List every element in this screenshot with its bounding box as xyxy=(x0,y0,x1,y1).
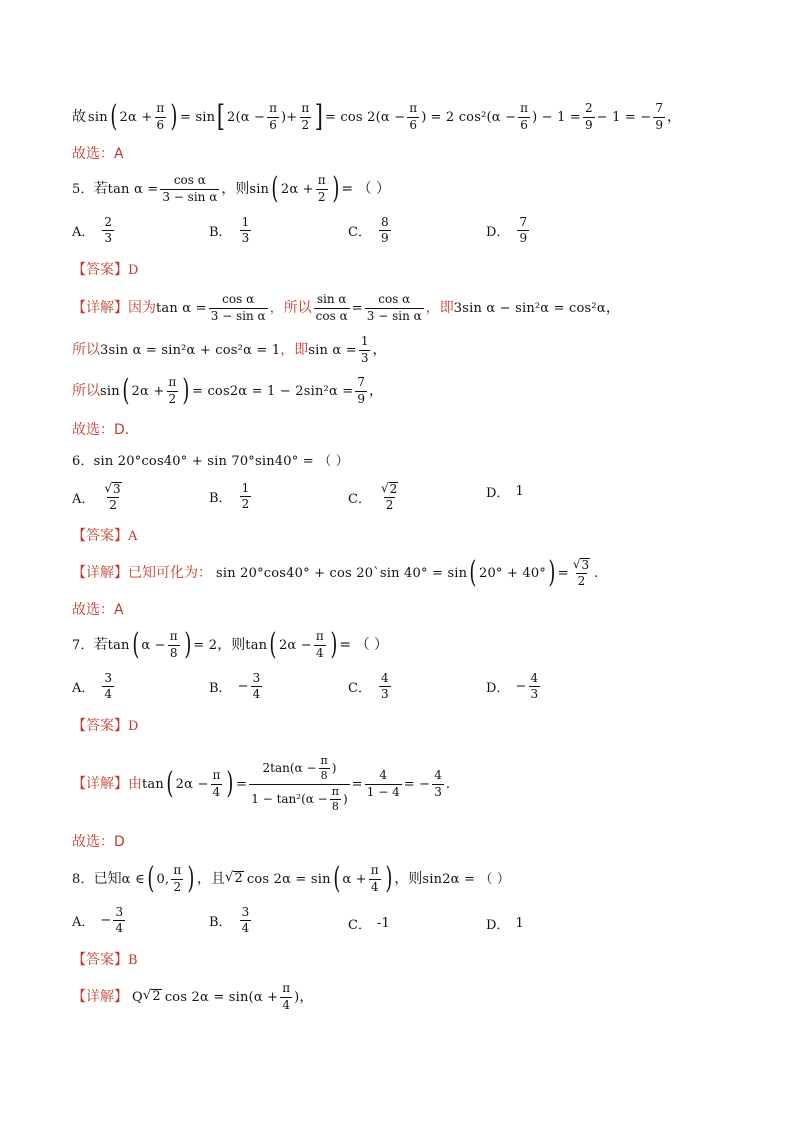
expr: α − xyxy=(141,637,166,653)
text: ，且 xyxy=(196,871,225,887)
option-a[interactable]: A． $\frac{3}{4}$ xyxy=(72,671,113,702)
expr: α ∈ xyxy=(121,871,145,887)
option-c[interactable]: C． -1 xyxy=(348,916,391,933)
fraction: $\frac{\pi}{2}$ xyxy=(301,101,310,132)
q5-options xyxy=(72,216,732,250)
fraction: $\frac{4}{3}$ xyxy=(434,768,442,799)
paren-close: ) xyxy=(183,627,192,662)
q7-conclusion xyxy=(72,834,734,850)
fraction: $\frac{\text{cos α}}{\text{3 − sin α}}$ xyxy=(210,292,266,323)
conclusion-text: 故选：D xyxy=(72,834,125,850)
paren-close: ) xyxy=(331,171,339,206)
comma: ， xyxy=(667,109,682,125)
big-fraction: 2tan(α − $\frac{\pi}{8}$ ) 1 − tan²(α − $\frac{\pi}{8}$ ) xyxy=(251,754,348,813)
expr: = xyxy=(351,776,363,792)
option-c[interactable]: C． √ 2 2 xyxy=(348,481,398,513)
option-a[interactable]: A． √ 3 2 xyxy=(72,481,121,513)
fraction: √ 3 2 xyxy=(572,556,590,588)
answer-tag: 【答案】 xyxy=(72,262,128,278)
q6-conclusion xyxy=(72,602,734,618)
paren-close: ) xyxy=(385,861,393,896)
expr-part: = sin xyxy=(180,109,216,125)
fraction: $\frac{7}{9}$ xyxy=(357,375,365,406)
answer-tag: 【答案】 xyxy=(72,952,128,968)
therefore-symbol: Q xyxy=(132,989,143,1005)
text: 所以 xyxy=(72,342,100,358)
period: . xyxy=(594,565,599,581)
q6-options xyxy=(72,482,732,516)
q7-answer xyxy=(72,718,734,734)
text: ，即 xyxy=(280,342,309,358)
paren-open: ( xyxy=(269,627,277,662)
text: ，则 xyxy=(221,181,250,197)
question-number: 8． xyxy=(72,871,94,887)
expr: 2α + xyxy=(131,383,165,399)
text: 所以 xyxy=(72,383,100,399)
derivation-line-1 xyxy=(72,100,734,134)
sqrt: √ 2 xyxy=(142,988,161,1005)
sqrt: √ 2 xyxy=(224,870,243,887)
text: 若 xyxy=(93,181,108,197)
prefix-text: 故 xyxy=(72,109,86,125)
expr: = （ ） xyxy=(341,181,390,197)
conclusion-text: 故选：A xyxy=(72,146,124,162)
question-5 xyxy=(72,172,734,206)
expr: sin 20°cos40° + sin 70°sin40° = （ ） xyxy=(93,453,349,469)
expr: = xyxy=(351,300,363,316)
expr: = − xyxy=(403,776,431,792)
text: 若 xyxy=(93,637,108,653)
fraction: $\frac{\pi}{2}$ xyxy=(173,863,182,894)
fraction: $\frac{4}{1 - 4}$ xyxy=(366,768,400,799)
option-a[interactable]: A． − $\frac{3}{4}$ xyxy=(72,905,124,936)
period: . xyxy=(445,776,451,792)
text: ，即 xyxy=(425,300,454,316)
fraction: $\frac{\text{cos α}}{\text{3 − sin α}}$ xyxy=(162,173,218,204)
text: 已知 xyxy=(93,871,122,887)
expr: = xyxy=(557,565,569,581)
paren-close: ) xyxy=(330,627,338,662)
paren-close: ) xyxy=(182,373,190,408)
expr: 3sin α − sin²α = cos²α xyxy=(453,300,606,316)
option-c[interactable]: C． $\frac{8}{9}$ xyxy=(348,215,389,246)
expr: = （ ） xyxy=(339,637,389,653)
paren-close: ) xyxy=(170,99,178,134)
expr-part: ) − 1 = xyxy=(532,109,581,125)
fraction: $\frac{\pi}{4}$ xyxy=(370,863,379,894)
expr: 2α + xyxy=(280,181,314,197)
text: 由 xyxy=(128,776,142,792)
q8-detail xyxy=(72,980,734,1014)
q8-options xyxy=(72,906,732,940)
fraction: $\frac{\pi}{2}$ xyxy=(168,375,177,406)
conclusion-text: 故选：D． xyxy=(72,422,139,438)
expr-part: = 2 cos²(α − xyxy=(430,109,517,125)
bracket-open: [ xyxy=(217,99,226,134)
expr-part: + xyxy=(286,109,298,125)
fraction: $\frac{\pi}{4}$ xyxy=(212,768,221,799)
expr: sin α = xyxy=(308,342,357,358)
option-b[interactable]: B． − $\frac{3}{4}$ xyxy=(209,671,261,702)
q7-detail xyxy=(72,750,734,818)
expr: 0, xyxy=(156,871,170,887)
paren-open: ( xyxy=(122,373,130,408)
fraction: $\frac{\pi}{6}$ xyxy=(269,101,278,132)
q6-detail xyxy=(72,556,734,590)
text: ，则 xyxy=(217,637,246,653)
conclusion-text: 故选：A xyxy=(72,602,124,618)
fraction: $\frac{\pi}{6}$ xyxy=(409,101,418,132)
expr: tan xyxy=(142,776,164,792)
text: 已知可化为： xyxy=(128,565,212,581)
fraction: $\frac{\text{cos α}}{\text{3 − sin α}}$ xyxy=(366,292,422,323)
comma: ， xyxy=(368,383,383,399)
text: ，则 xyxy=(394,871,423,887)
q5-answer xyxy=(72,262,734,278)
expr: = xyxy=(236,776,248,792)
option-b[interactable]: B． $\frac{3}{4}$ xyxy=(209,905,250,936)
question-7 xyxy=(72,628,734,662)
fraction: $\frac{\pi}{4}$ xyxy=(315,629,324,660)
expr: tan α = xyxy=(107,181,159,197)
fraction: $\frac{\pi}{6}$ xyxy=(156,101,165,132)
fraction: $\frac{\pi}{6}$ xyxy=(520,101,529,132)
expr: α + xyxy=(342,871,367,887)
expr-part: = cos 2(α − xyxy=(325,109,406,125)
option-b[interactable]: B． $\frac{1}{3}$ xyxy=(209,215,250,246)
answer-value: B xyxy=(128,952,138,968)
question-number: 7． xyxy=(72,637,94,653)
answer-tag: 【答案】 xyxy=(72,718,128,734)
text: 因为 xyxy=(128,300,156,316)
fraction: $\frac{1}{3}$ xyxy=(360,334,369,365)
option-a[interactable]: A． $\frac{2}{3}$ xyxy=(72,215,113,246)
paren-open: ( xyxy=(147,861,155,896)
expr: tan α = xyxy=(156,300,207,316)
paren-open: ( xyxy=(469,555,477,590)
fraction: $\frac{2}{9}$ xyxy=(585,101,593,132)
expr: sin xyxy=(100,383,120,399)
sin-text: sin xyxy=(88,109,108,125)
paren-close: ) xyxy=(548,555,556,590)
paren-open: ( xyxy=(131,627,139,662)
option-d[interactable]: D． 1 xyxy=(486,484,524,501)
comma: ， xyxy=(372,342,387,358)
comma: ， xyxy=(605,300,620,316)
answer-value: D xyxy=(128,262,139,278)
detail-tag: 【详解】 xyxy=(72,565,128,581)
expr: = cos2α = 1 − 2sin²α = xyxy=(192,383,354,399)
paren-open: ( xyxy=(271,171,279,206)
answer-value: A xyxy=(128,528,138,544)
paren-open: ( xyxy=(166,766,174,801)
expr: cos 2α = sin(α + xyxy=(164,989,279,1005)
expr-part: ) xyxy=(281,109,287,125)
expr: 2α − xyxy=(278,637,312,653)
q5-detail-2 xyxy=(72,334,734,366)
answer-value: D xyxy=(128,718,139,734)
q5-detail-3 xyxy=(72,374,734,408)
expr: tan xyxy=(245,637,268,653)
option-c[interactable]: C． $\frac{4}{3}$ xyxy=(348,671,389,702)
expr-part: 2(α − xyxy=(226,109,266,125)
expr: cos 2α = sin xyxy=(246,871,331,887)
fraction: $\frac{\pi}{4}$ xyxy=(282,981,291,1012)
option-b[interactable]: B． $\frac{1}{2}$ xyxy=(209,481,250,512)
fraction: $\frac{7}{9}$ xyxy=(655,101,664,132)
expr: ) xyxy=(294,989,300,1005)
expr: sin xyxy=(249,181,270,197)
expr: 2α − xyxy=(175,776,209,792)
text: ，所以 xyxy=(269,300,312,316)
expr: 3sin α = sin²α + cos²α = 1 xyxy=(100,342,281,358)
q8-answer xyxy=(72,952,734,968)
expr: sin2α = （ ） xyxy=(422,871,511,887)
expr-part: ) xyxy=(421,109,427,125)
fraction: $\frac{\pi}{8}$ xyxy=(169,629,178,660)
expr: 20° + 40° xyxy=(478,565,547,581)
answer-tag: 【答案】 xyxy=(72,528,128,544)
question-number: 5． xyxy=(72,181,94,197)
expr-part: 2α + xyxy=(119,109,153,125)
fraction: $\frac{\pi}{2}$ xyxy=(317,173,326,204)
fraction: $\frac{\text{sin α}}{\text{cos α}}$ xyxy=(315,292,348,323)
bracket-close: ] xyxy=(315,99,324,134)
guxuan-line xyxy=(72,146,734,162)
option-d[interactable]: D． $\frac{7}{9}$ xyxy=(486,215,528,246)
detail-tag: 【详解】 xyxy=(72,989,128,1005)
expr-part: − 1 = − xyxy=(596,109,652,125)
q5-conclusion xyxy=(72,422,734,438)
expr: tan xyxy=(107,637,130,653)
paren-open: ( xyxy=(333,861,341,896)
comma: ， xyxy=(299,989,314,1005)
q6-answer xyxy=(72,528,734,544)
paren-close: ) xyxy=(226,766,234,801)
option-d[interactable]: D． 1 xyxy=(486,916,524,933)
question-8 xyxy=(72,862,734,896)
paren-close: ) xyxy=(187,861,195,896)
detail-tag: 【详解】 xyxy=(72,300,128,316)
expr: sin 20°cos40° + cos 20`sin 40° = sin xyxy=(216,565,468,581)
q7-options xyxy=(72,672,732,706)
option-d[interactable]: D． − $\frac{4}{3}$ xyxy=(486,671,539,702)
expr: = 2 xyxy=(193,637,218,653)
question-6 xyxy=(72,452,734,470)
question-number: 6． xyxy=(72,453,94,469)
paren-open: ( xyxy=(110,99,118,134)
q5-detail-1 xyxy=(72,290,734,326)
detail-tag: 【详解】 xyxy=(72,776,128,792)
